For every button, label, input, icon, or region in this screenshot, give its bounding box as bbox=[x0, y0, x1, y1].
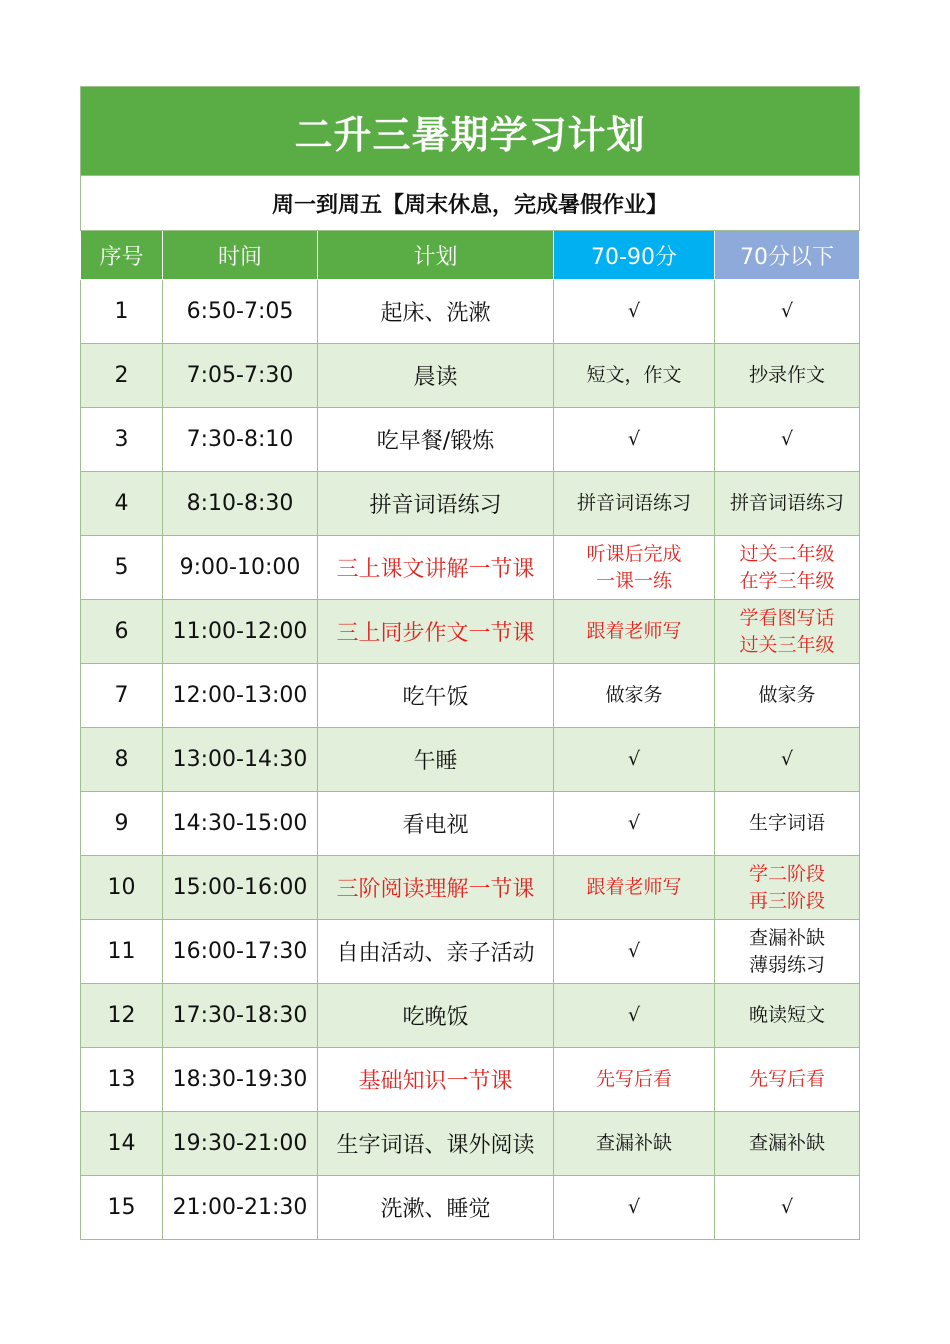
cell-score-below-70: 查漏补缺 bbox=[715, 1112, 860, 1176]
header-plan: 计划 bbox=[318, 231, 554, 280]
cell-score-below-70: 过关二年级 在学三年级 bbox=[715, 536, 860, 600]
cell-plan: 午睡 bbox=[318, 728, 554, 792]
cell-plan: 看电视 bbox=[318, 792, 554, 856]
cell-score-below-70: √ bbox=[715, 728, 860, 792]
cell-score-70-90: 跟着老师写 bbox=[554, 600, 715, 664]
cell-score-below-70: 学看图写话 过关三年级 bbox=[715, 600, 860, 664]
table-header-row bbox=[81, 231, 860, 280]
cell-time: 18:30-19:30 bbox=[163, 1048, 318, 1112]
cell-score-below-70: 学二阶段 再三阶段 bbox=[715, 856, 860, 920]
cell-score-70-90: √ bbox=[554, 728, 715, 792]
table-row bbox=[81, 600, 860, 664]
cell-time: 19:30-21:00 bbox=[163, 1112, 318, 1176]
table-row bbox=[81, 728, 860, 792]
page-subtitle: 周一到周五【周末休息，完成暑假作业】 bbox=[81, 176, 860, 231]
cell-plan: 三阶阅读理解一节课 bbox=[318, 856, 554, 920]
cell-time: 17:30-18:30 bbox=[163, 984, 318, 1048]
cell-plan: 基础知识一节课 bbox=[318, 1048, 554, 1112]
cell-time: 21:00-21:30 bbox=[163, 1176, 318, 1240]
header-score-below-70: 70分以下 bbox=[715, 231, 860, 280]
table-row bbox=[81, 984, 860, 1048]
cell-score-below-70: √ bbox=[715, 1176, 860, 1240]
header-index: 序号 bbox=[81, 231, 163, 280]
cell-index: 6 bbox=[81, 600, 163, 664]
cell-score-70-90: 听课后完成 一课一练 bbox=[554, 536, 715, 600]
cell-score-70-90: √ bbox=[554, 920, 715, 984]
cell-time: 15:00-16:00 bbox=[163, 856, 318, 920]
cell-score-70-90: √ bbox=[554, 792, 715, 856]
cell-time: 11:00-12:00 bbox=[163, 600, 318, 664]
cell-index: 7 bbox=[81, 664, 163, 728]
cell-index: 9 bbox=[81, 792, 163, 856]
cell-time: 13:00-14:30 bbox=[163, 728, 318, 792]
table-row bbox=[81, 792, 860, 856]
cell-score-below-70: √ bbox=[715, 408, 860, 472]
cell-score-below-70: 先写后看 bbox=[715, 1048, 860, 1112]
cell-plan: 自由活动、亲子活动 bbox=[318, 920, 554, 984]
cell-index: 1 bbox=[81, 280, 163, 344]
cell-score-below-70: √ bbox=[715, 280, 860, 344]
cell-plan: 晨读 bbox=[318, 344, 554, 408]
table-row bbox=[81, 280, 860, 344]
table-row bbox=[81, 664, 860, 728]
cell-score-70-90: 查漏补缺 bbox=[554, 1112, 715, 1176]
cell-plan: 拼音词语练习 bbox=[318, 472, 554, 536]
cell-plan: 三上课文讲解一节课 bbox=[318, 536, 554, 600]
table-row bbox=[81, 1048, 860, 1112]
cell-score-70-90: 拼音词语练习 bbox=[554, 472, 715, 536]
cell-score-70-90: √ bbox=[554, 408, 715, 472]
cell-score-below-70: 做家务 bbox=[715, 664, 860, 728]
cell-time: 7:30-8:10 bbox=[163, 408, 318, 472]
cell-time: 14:30-15:00 bbox=[163, 792, 318, 856]
cell-score-70-90: 先写后看 bbox=[554, 1048, 715, 1112]
table-row bbox=[81, 920, 860, 984]
cell-score-below-70: 抄录作文 bbox=[715, 344, 860, 408]
cell-time: 16:00-17:30 bbox=[163, 920, 318, 984]
table-row bbox=[81, 856, 860, 920]
cell-index: 13 bbox=[81, 1048, 163, 1112]
cell-score-70-90: 短文，作文 bbox=[554, 344, 715, 408]
cell-index: 14 bbox=[81, 1112, 163, 1176]
cell-index: 10 bbox=[81, 856, 163, 920]
cell-score-below-70: 生字词语 bbox=[715, 792, 860, 856]
header-score-70-90: 70-90分 bbox=[554, 231, 715, 280]
cell-index: 8 bbox=[81, 728, 163, 792]
cell-score-70-90: 做家务 bbox=[554, 664, 715, 728]
cell-index: 11 bbox=[81, 920, 163, 984]
cell-time: 9:00-10:00 bbox=[163, 536, 318, 600]
cell-score-70-90: 跟着老师写 bbox=[554, 856, 715, 920]
cell-index: 4 bbox=[81, 472, 163, 536]
table-row bbox=[81, 472, 860, 536]
cell-index: 12 bbox=[81, 984, 163, 1048]
cell-index: 3 bbox=[81, 408, 163, 472]
footer-decoration bbox=[150, 1272, 790, 1282]
cell-index: 15 bbox=[81, 1176, 163, 1240]
header-time: 时间 bbox=[163, 231, 318, 280]
cell-plan: 生字词语、课外阅读 bbox=[318, 1112, 554, 1176]
cell-plan: 三上同步作文一节课 bbox=[318, 600, 554, 664]
cell-index: 5 bbox=[81, 536, 163, 600]
table-row bbox=[81, 1112, 860, 1176]
cell-time: 12:00-13:00 bbox=[163, 664, 318, 728]
cell-index: 2 bbox=[81, 344, 163, 408]
table-row bbox=[81, 1176, 860, 1240]
cell-score-70-90: √ bbox=[554, 1176, 715, 1240]
cell-plan: 吃晚饭 bbox=[318, 984, 554, 1048]
cell-time: 7:05-7:30 bbox=[163, 344, 318, 408]
cell-time: 8:10-8:30 bbox=[163, 472, 318, 536]
table-row bbox=[81, 344, 860, 408]
study-plan-table bbox=[80, 86, 860, 1240]
cell-score-below-70: 晚读短文 bbox=[715, 984, 860, 1048]
cell-score-below-70: 拼音词语练习 bbox=[715, 472, 860, 536]
cell-time: 6:50-7:05 bbox=[163, 280, 318, 344]
cell-plan: 洗漱、睡觉 bbox=[318, 1176, 554, 1240]
page-title: 二升三暑期学习计划 bbox=[81, 87, 860, 176]
cell-plan: 吃早餐/锻炼 bbox=[318, 408, 554, 472]
cell-plan: 吃午饭 bbox=[318, 664, 554, 728]
cell-plan: 起床、洗漱 bbox=[318, 280, 554, 344]
cell-score-70-90: √ bbox=[554, 280, 715, 344]
cell-score-below-70: 查漏补缺 薄弱练习 bbox=[715, 920, 860, 984]
cell-score-70-90: √ bbox=[554, 984, 715, 1048]
table-body bbox=[81, 280, 860, 1240]
table-row bbox=[81, 536, 860, 600]
table-row bbox=[81, 408, 860, 472]
